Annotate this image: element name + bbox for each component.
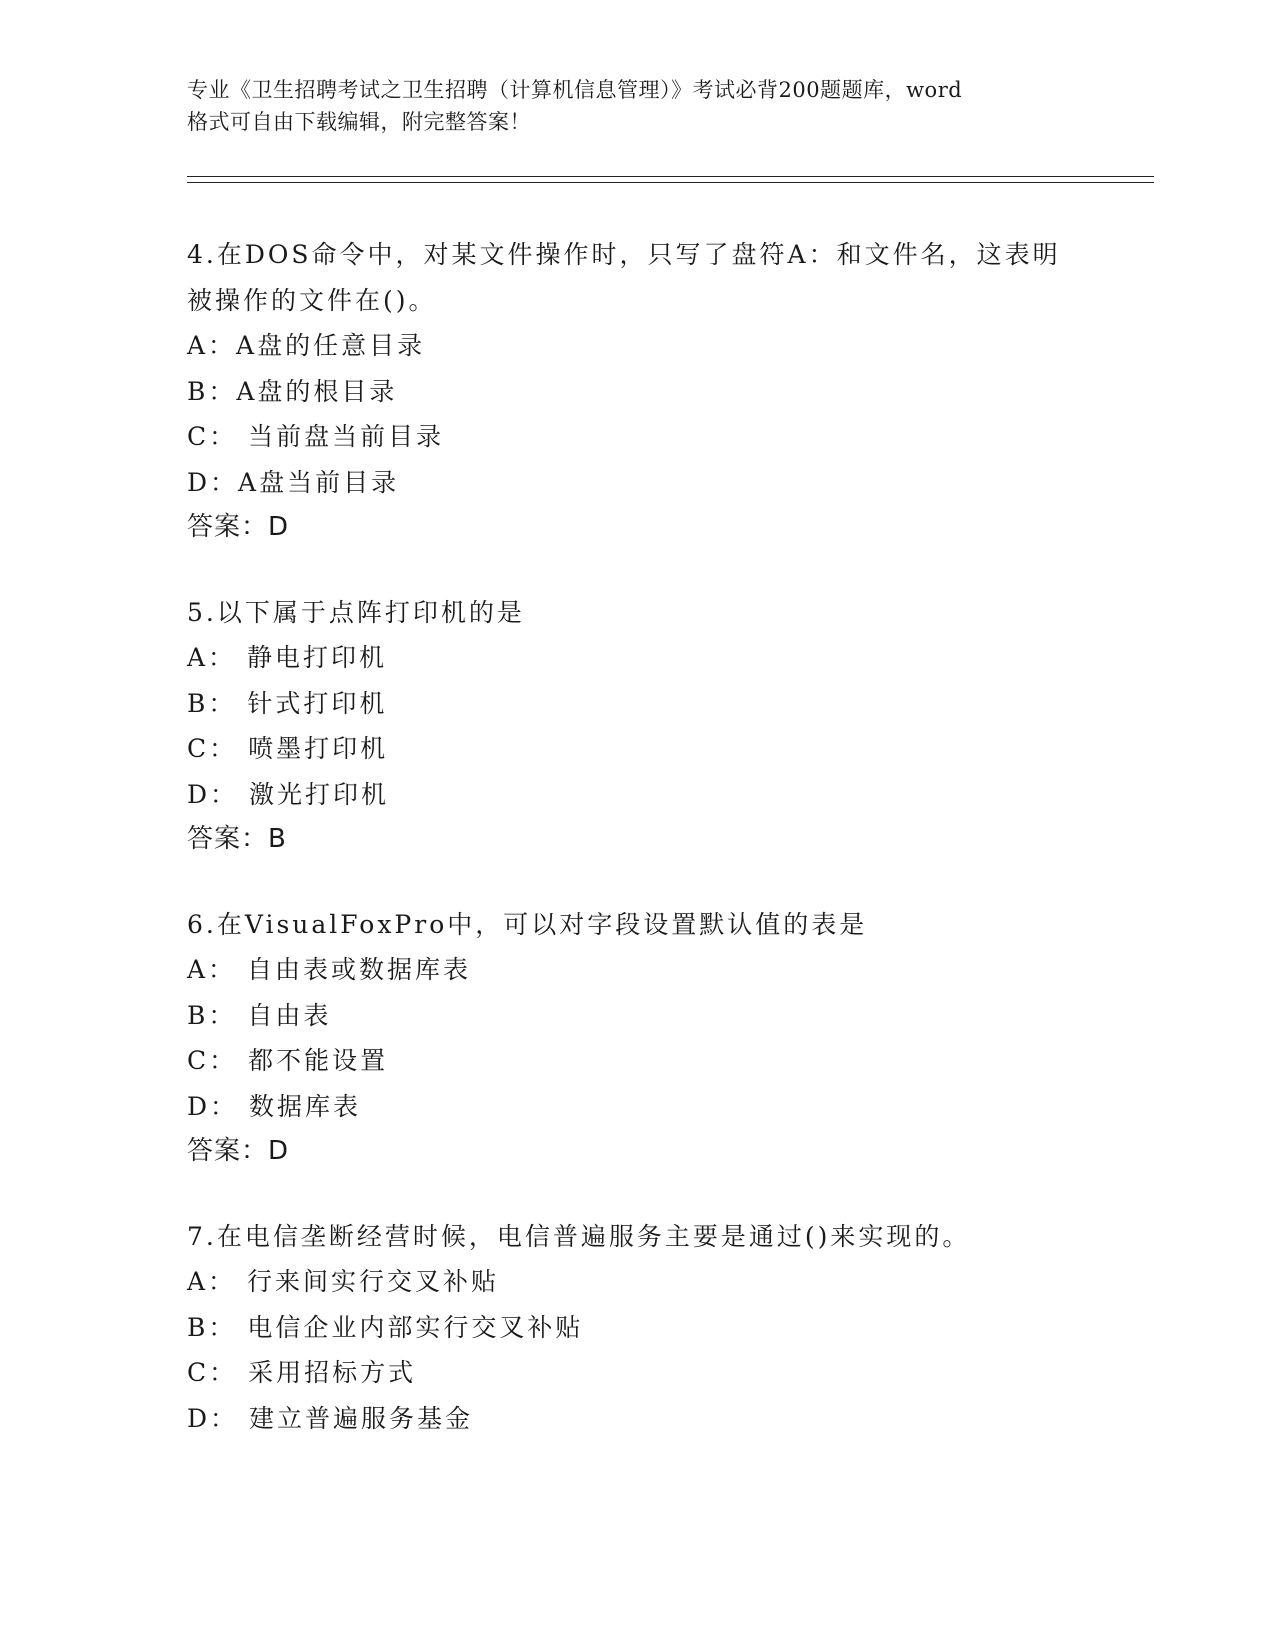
option-c: C： 采用招标方式 <box>187 1358 417 1387</box>
option-a: A： 静电打印机 <box>187 643 388 672</box>
question-text: 5.以下属于点阵打印机的是 <box>187 597 525 627</box>
header-divider-top <box>187 176 1154 177</box>
option-c: C： 当前盘当前目录 <box>187 422 445 451</box>
option-b: B： 自由表 <box>187 1000 332 1030</box>
option-b: B： 针式打印机 <box>187 688 388 718</box>
document-header <box>187 74 1087 138</box>
option-d: D：A盘当前目录 <box>187 467 400 497</box>
question-text: 6.在VisualFoxPro中，可以对字段设置默认值的表是 <box>187 909 868 939</box>
option-d: D： 激光打印机 <box>187 779 389 809</box>
option-a: A： 行来间实行交叉补贴 <box>187 1267 500 1296</box>
question-5 <box>187 590 1087 863</box>
option-c: C： 喷墨打印机 <box>187 734 389 763</box>
option-b: B： 电信企业内部实行交叉补贴 <box>187 1312 584 1342</box>
answer-line: 答案：D <box>187 512 290 542</box>
option-d: D： 建立普遍服务基金 <box>187 1403 473 1433</box>
question-text: 4.在DOS命令中，对某文件操作时，只写了盘符A：和文件名，这表明 <box>187 240 1061 269</box>
header-line-1: 专业《卫生招聘考试之卫生招聘（计算机信息管理）》考试必背200题题库，word <box>187 78 963 102</box>
question-list <box>187 232 1087 1480</box>
question-text: 7.在电信垄断经营时候，电信普遍服务主要是通过()来实现的。 <box>187 1221 971 1251</box>
header-divider-bottom <box>187 182 1154 183</box>
question-text: 被操作的文件在()。 <box>187 285 437 315</box>
option-a: A： 自由表或数据库表 <box>187 955 472 984</box>
question-4 <box>187 232 1087 551</box>
question-6 <box>187 902 1087 1175</box>
answer-line: 答案：D <box>187 1136 290 1166</box>
answer-line: 答案：B <box>187 824 287 854</box>
option-b: B：A盘的根目录 <box>187 376 398 406</box>
header-line-2: 格式可自由下载编辑，附完整答案！ <box>187 110 531 134</box>
option-d: D： 数据库表 <box>187 1091 361 1121</box>
option-c: C： 都不能设置 <box>187 1046 389 1075</box>
question-7 <box>187 1214 1087 1442</box>
option-a: A：A盘的任意目录 <box>187 331 426 360</box>
